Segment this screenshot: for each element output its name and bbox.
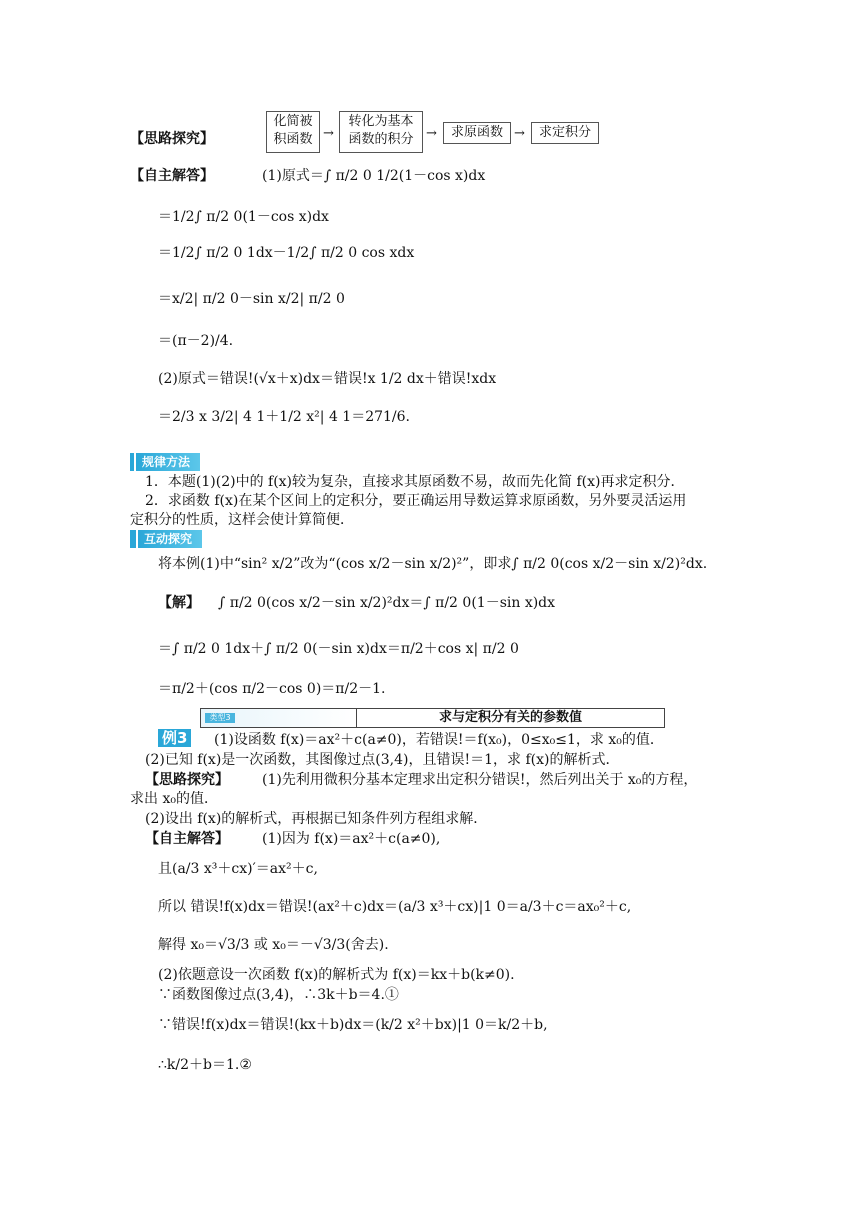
solution-line-6: (2)原式＝错误!(√x＋x)dx＝错误!x 1/2 dx＋错误!xdx [158, 371, 497, 387]
solution-line-4: ＝x/2| π/2 0－sin x/2| π/2 0 [158, 291, 345, 307]
example-solution-8: ∴k/2＋b＝1.② [158, 1057, 252, 1073]
flow-arrow-2: → [426, 126, 437, 141]
flow-step-3: 求原函数 [443, 122, 511, 144]
solution-line-3: ＝1/2∫ π/2 0 1dx－1/2∫ π/2 0 cos xdx [158, 245, 415, 261]
flow-arrow-3: → [514, 126, 525, 141]
solution-line-7: ＝2/3 x 3/2| 4 1＋1/2 x²| 4 1＝271/6. [158, 409, 411, 425]
example-solution-3: 所以 错误!f(x)dx＝错误!(ax²＋c)dx＝(a/3 x³＋cx)|1 0＝a/3＋c＝ax₀²＋c, [158, 899, 632, 915]
example-solution-1: (1)因为 f(x)＝ax²＋c(a≠0), [262, 831, 441, 847]
example-header [200, 708, 665, 728]
interact-question: 将本例(1)中“sin² x/2”改为“(cos x/2－sin x/2)²”，即求∫ π/2 0(cos x/2－sin x/2)²dx. [158, 556, 708, 572]
solution-line-1: (1)原式＝∫ π/2 0 1/2(1－cos x)dx [262, 168, 486, 184]
solution-line-2: ＝1/2∫ π/2 0(1－cos x)dx [158, 209, 329, 225]
rule-point-2: 2．求函数 f(x)在某个区间上的定积分，要正确运用导数运算求原函数，另外要灵活运用 [145, 493, 687, 509]
example-question-1: (1)设函数 f(x)＝ax²＋c(a≠0)，若错误!＝f(x₀)，0≤x₀≤1，求 x₀的值． [214, 732, 664, 748]
example-type-badge: 类型3 [205, 713, 235, 723]
example-think-1-cont: 求出 x₀的值． [130, 791, 218, 807]
flow-arrow-1: → [323, 126, 334, 141]
example-solution-6: ∵函数图像过点(3,4)，∴3k＋b＝4.① [158, 987, 399, 1003]
rule-point-1: 1．本题(1)(2)中的 f(x)较为复杂，直接求其原函数不易，故而先化简 f(x)再求定积分． [145, 474, 685, 490]
example-solution-label: 【自主解答】 [145, 831, 229, 847]
example-question-2: (2)已知 f(x)是一次函数，其图像过点(3,4)，且错误!＝1，求 f(x)的解析式． [145, 752, 620, 768]
flow-step-2: 转化为基本 函数的积分 [339, 111, 423, 153]
interact-line-3: ＝π/2＋(cos π/2－cos 0)＝π/2－1. [158, 681, 386, 697]
example-solution-2: 且(a/3 x³＋cx)′＝ax²＋c, [158, 861, 318, 877]
example-think-1: (1)先利用微积分基本定理求出定积分错误!，然后列出关于 x₀的方程， [262, 772, 698, 788]
flow-step-4: 求定积分 [531, 122, 599, 144]
rule-tag-bar [130, 453, 134, 471]
rule-point-2-cont: 定积分的性质，这样会使计算简便． [130, 512, 354, 528]
example-solution-7: ∵错误!f(x)dx＝错误!(kx＋b)dx＝(k/2 x²＋bx)|1 0＝k/2＋b, [158, 1017, 548, 1033]
example-solution-4: 解得 x₀＝√3/3 或 x₀＝－√3/3(舍去). [158, 937, 389, 953]
example-think-2: (2)设出 f(x)的解析式，再根据已知条件列方程组求解． [145, 811, 488, 827]
think-label: 【思路探究】 [130, 131, 214, 147]
example-number-tag: 例3 [158, 729, 191, 747]
solution-label: 【自主解答】 [130, 168, 214, 184]
rule-tag: 规律方法 [136, 453, 200, 471]
interact-line-2: ＝∫ π/2 0 1dx＋∫ π/2 0(－sin x)dx＝π/2＋cos x| π/2 0 [158, 641, 519, 657]
example-solution-5: (2)依题意设一次函数 f(x)的解析式为 f(x)＝kx＋b(k≠0). [158, 967, 515, 983]
example-header-left [201, 709, 357, 727]
flow-step-1: 化简被 积函数 [266, 111, 320, 153]
interact-tag-bar [130, 530, 136, 548]
interact-solution-label: 【解】 [158, 595, 200, 611]
example-think-label: 【思路探究】 [145, 772, 229, 788]
interact-tag: 互动探究 [138, 530, 202, 548]
solution-line-5: ＝(π－2)/4. [158, 333, 234, 349]
example-title: 求与定积分有关的参数值 [438, 710, 582, 725]
interact-line-1: ∫ π/2 0(cos x/2－sin x/2)²dx＝∫ π/2 0(1－sin x)dx [218, 595, 556, 611]
